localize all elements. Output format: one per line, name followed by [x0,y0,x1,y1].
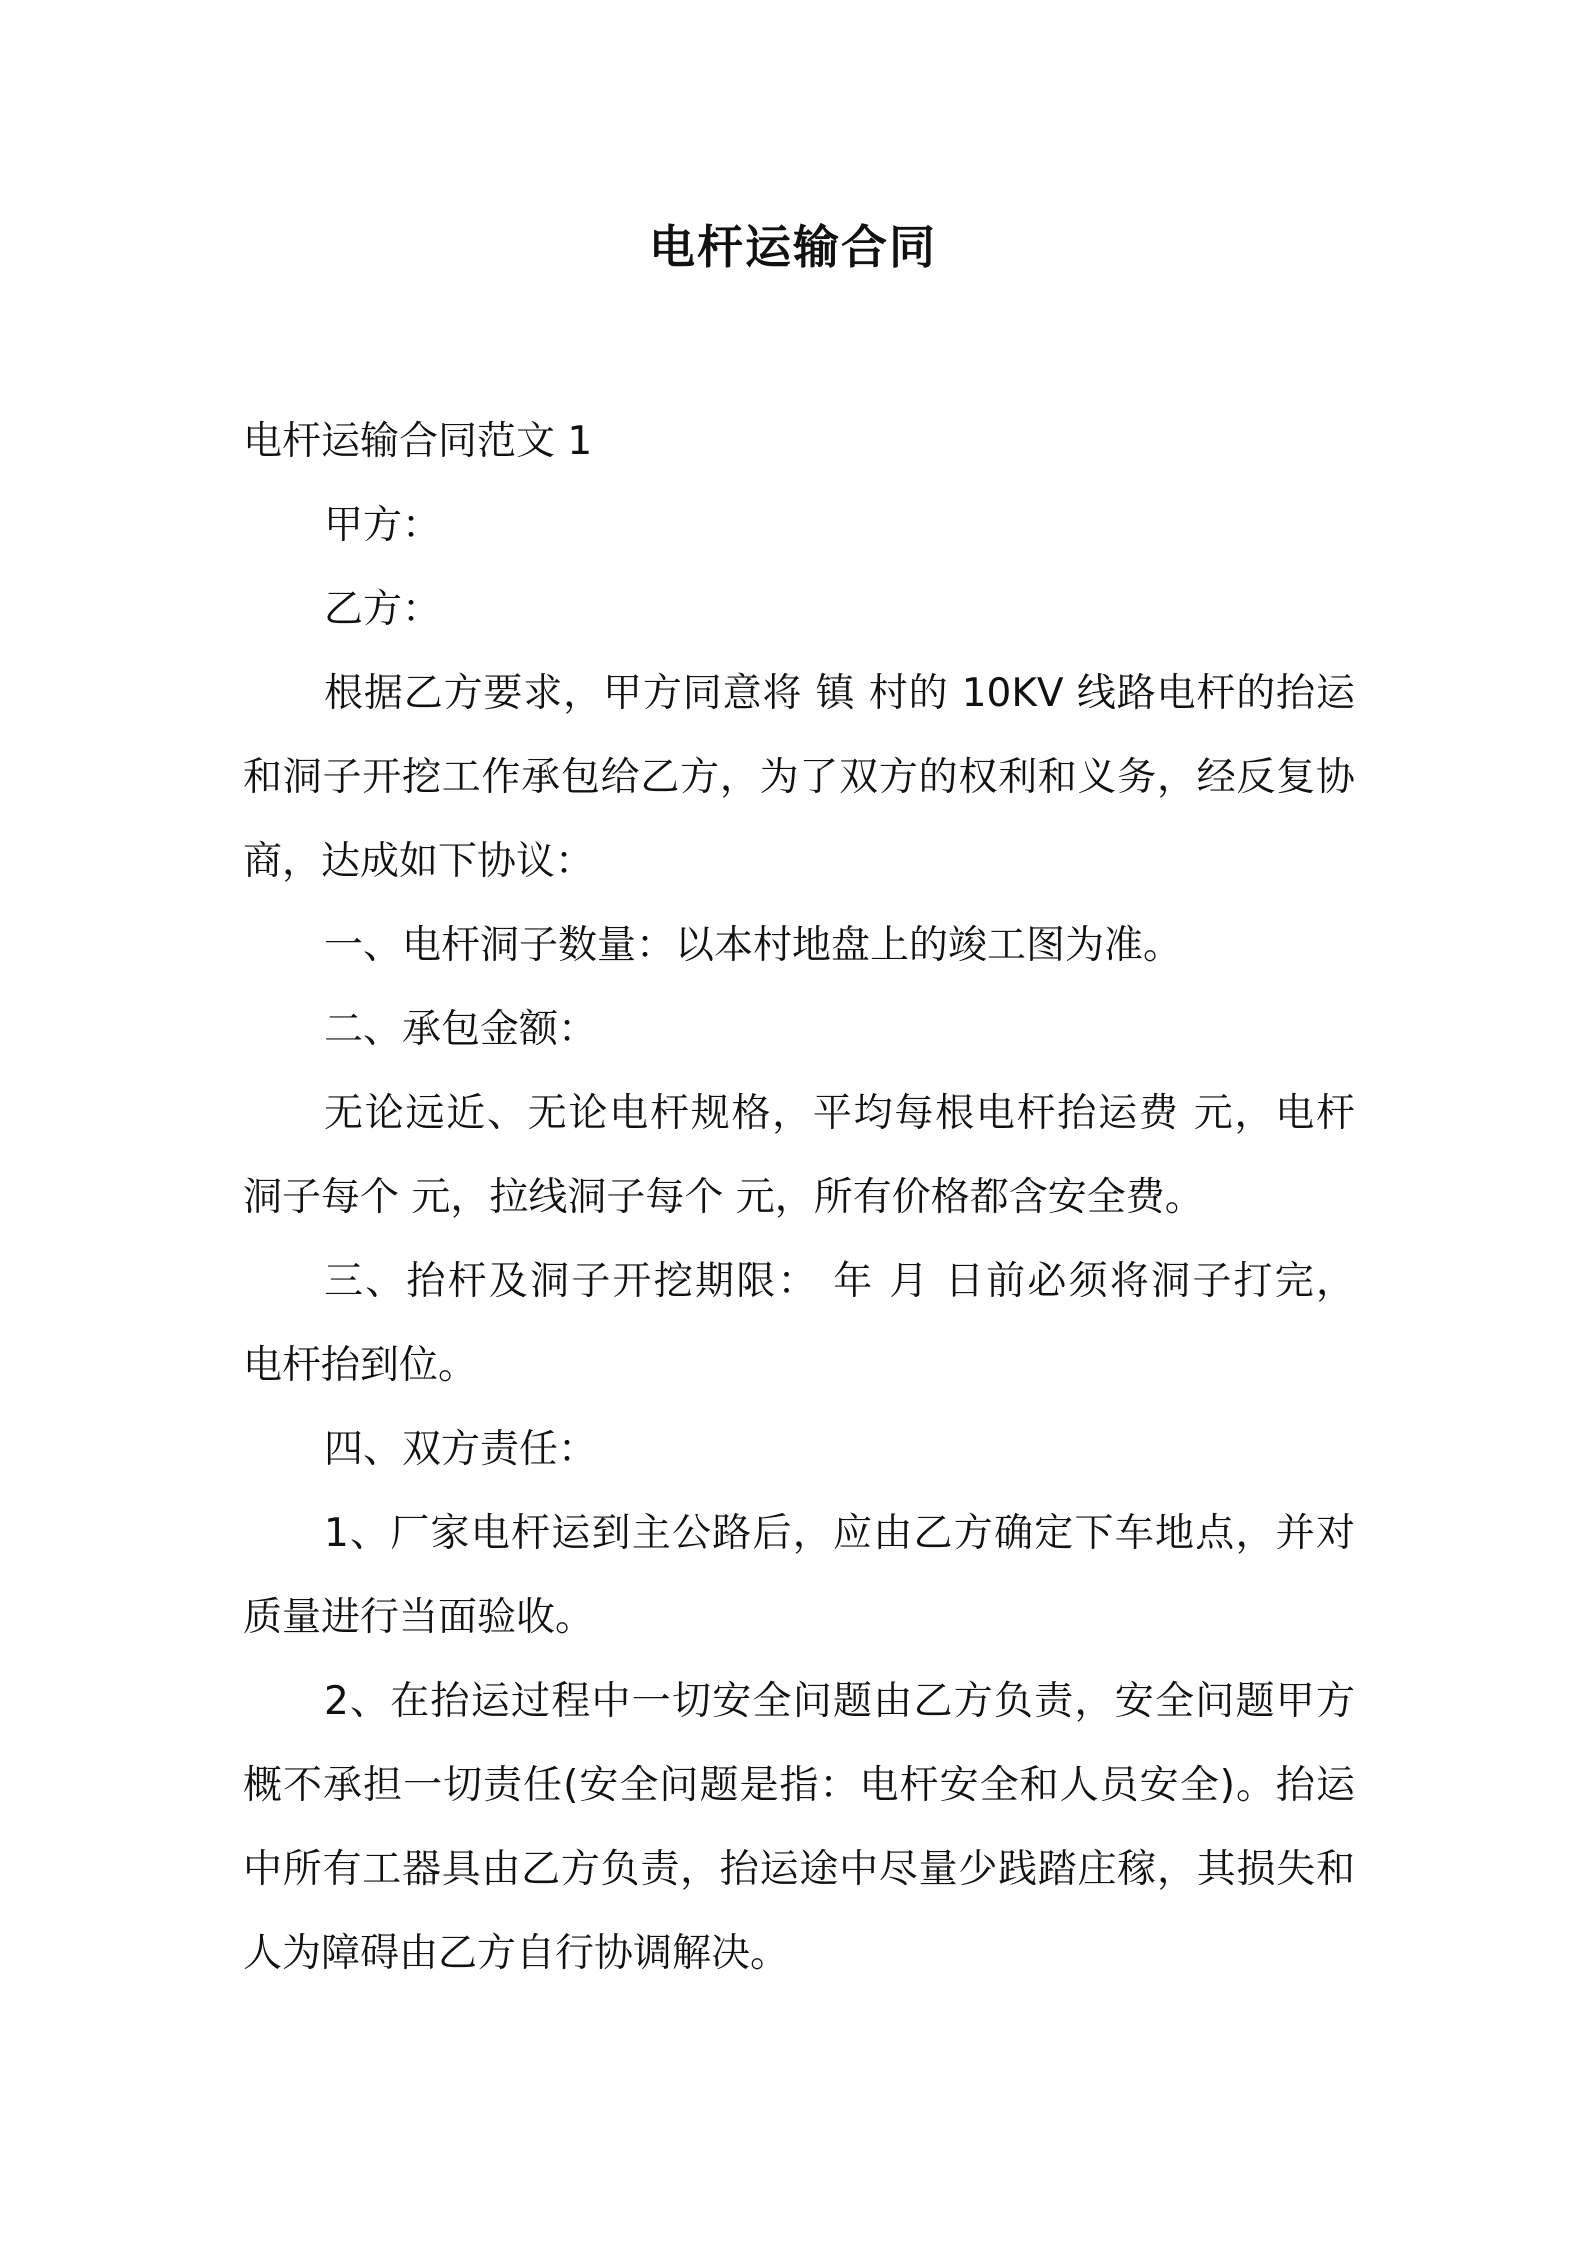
party-a-label: 甲方： [324,503,442,548]
clause-3-line: 三、抬杆及洞子开挖期限： 年 月 日前必须将洞子打完， [324,1259,1355,1304]
clause-3-line: 电杆抬到位。 [243,1343,478,1388]
party-b-label: 乙方： [324,587,442,632]
responsibility-1-line: 1、厂家电杆运到主公路后，应由乙方确定下车地点，并对 [324,1511,1355,1556]
clause-2-line: 洞子每个 元，拉线洞子每个 元，所有价格都含安全费。 [243,1175,1204,1220]
responsibility-1 [243,1492,1355,1660]
document-title: 电杆运输合同 [649,220,937,274]
document-body [243,400,1355,1996]
responsibility-2-line: 人为障碍由乙方自行协调解决。 [243,1931,790,1976]
responsibility-2-line: 概不承担一切责任(安全问题是指：电杆安全和人员安全)。抬运 [243,1763,1355,1808]
clause-2-heading: 二、承包金额： [324,1007,598,1052]
document-subtitle: 电杆运输合同范文 1 [243,419,593,464]
clause-3 [243,1240,1355,1408]
intro-paragraph [243,652,1355,904]
clause-2-line: 无论远近、无论电杆规格，平均每根电杆抬运费 元，电杆 [324,1091,1355,1136]
intro-line: 商，达成如下协议： [243,839,595,884]
clause-1: 一、电杆洞子数量：以本村地盘上的竣工图为准。 [324,923,1183,968]
clause-4-heading: 四、双方责任： [324,1427,598,1472]
responsibility-2-line: 中所有工器具由乙方负责，抬运途中尽量少践踏庄稼，其损失和 [243,1847,1355,1892]
clause-2-body [243,1072,1355,1240]
responsibility-1-line: 质量进行当面验收。 [243,1595,595,1640]
responsibility-2 [243,1660,1355,1996]
intro-line: 根据乙方要求，甲方同意将 镇 村的 10KV 线路电杆的抬运 [324,671,1355,716]
intro-line: 和洞子开挖工作承包给乙方，为了双方的权利和义务，经反复协 [243,755,1355,800]
responsibility-2-line: 2、在抬运过程中一切安全问题由乙方负责，安全问题甲方 [324,1679,1355,1724]
